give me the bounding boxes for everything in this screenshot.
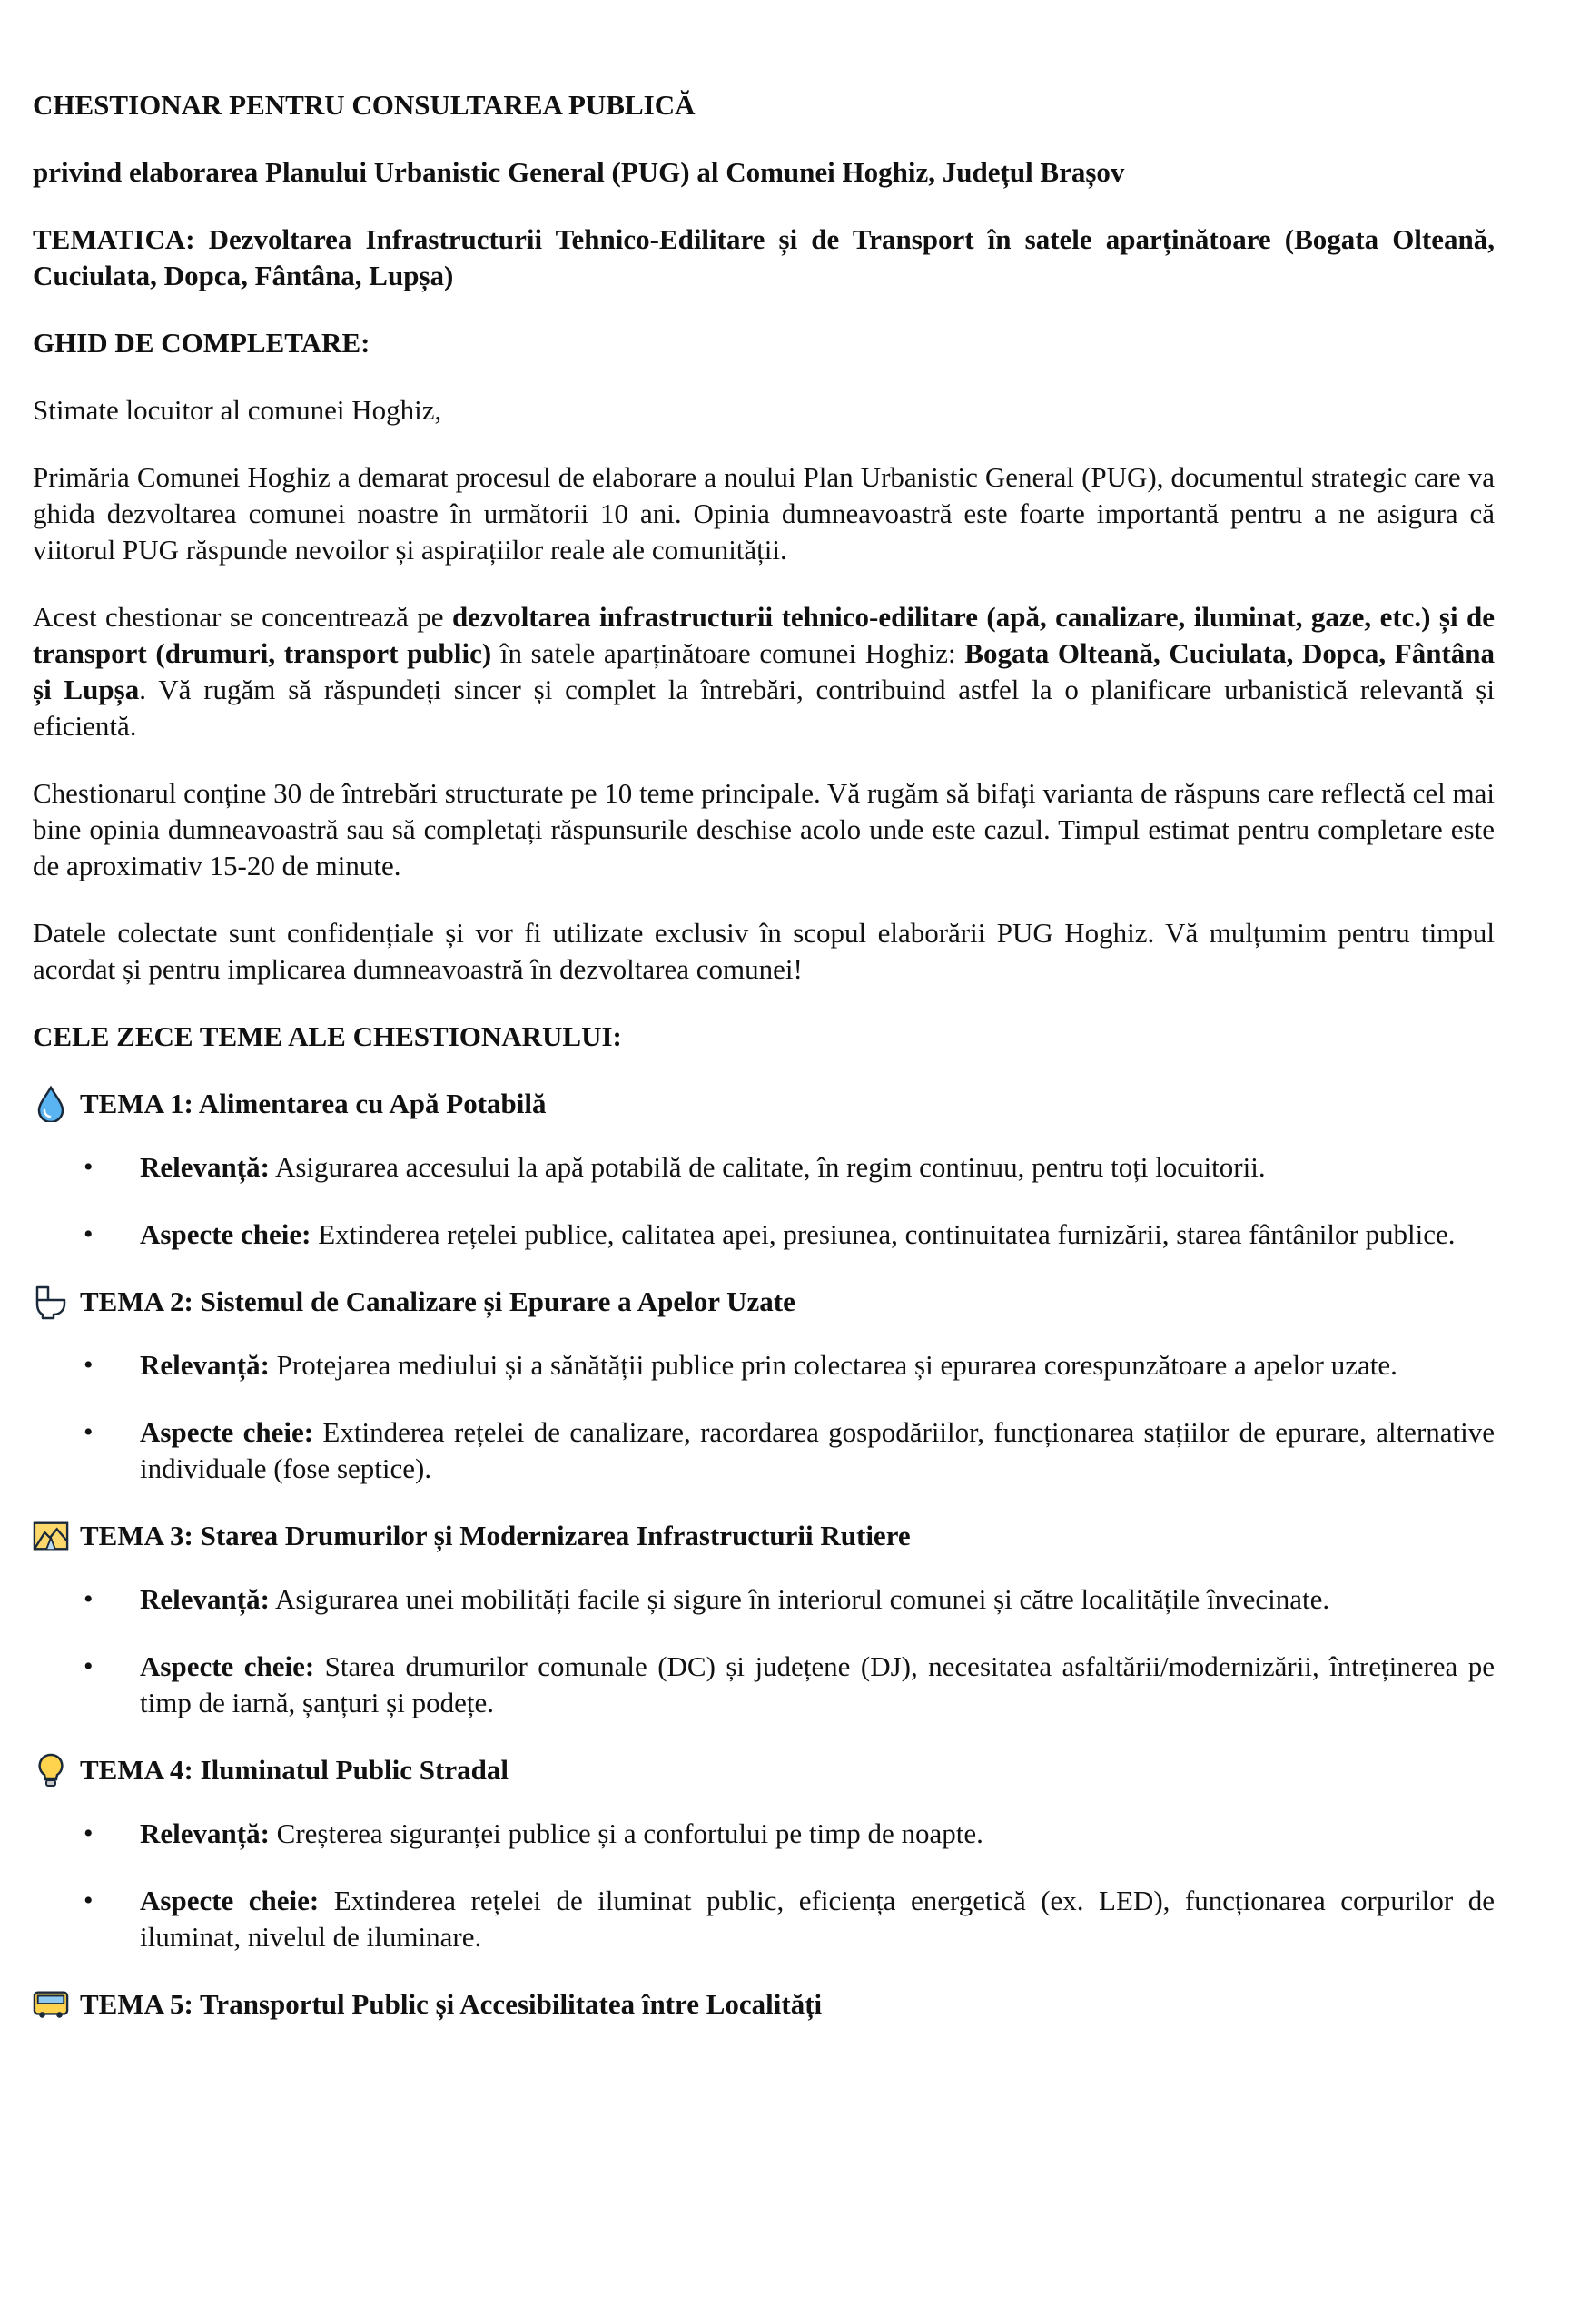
light-bulb-icon bbox=[33, 1752, 69, 1788]
list-item bbox=[33, 1149, 1495, 1186]
theme-3-heading bbox=[33, 1518, 1495, 1554]
relevance-text: Creșterea siguranței publice și a confortului pe timp de noapte. bbox=[269, 1817, 983, 1849]
document-title: CHESTIONAR PENTRU CONSULTAREA PUBLICĂ bbox=[33, 89, 696, 121]
aspects-text: Extinderea rețelei de iluminat public, eficiența energetică (ex. LED), funcționarea corpurilor de iluminat, nivelul de iluminare. bbox=[140, 1885, 1495, 1953]
theme-3-points bbox=[33, 1581, 1495, 1721]
relevance-label: Relevanță: bbox=[140, 1817, 270, 1849]
list-item bbox=[33, 1816, 1495, 1852]
aspects-text: Extinderea rețelei de canalizare, racordarea gospodăriilor, funcționarea stațiilor de epurare, alternative individuale (fose septice). bbox=[140, 1416, 1496, 1484]
theme-2-heading bbox=[33, 1284, 1495, 1320]
theme-1-heading bbox=[33, 1086, 1495, 1122]
greeting: Stimate locuitor al comunei Hoghiz, bbox=[33, 394, 442, 426]
p2-bold-2: Bogata Olteană, Cuciulata, Dopca, Fântâna și Lupșa bbox=[33, 637, 1496, 705]
aspects-label: Aspecte cheie: bbox=[140, 1650, 315, 1682]
theme-1-points bbox=[33, 1149, 1495, 1253]
theme-4-title: TEMA 4: Iluminatul Public Stradal bbox=[80, 1754, 509, 1786]
relevance-label: Relevanță: bbox=[140, 1583, 270, 1615]
aspects-text: Starea drumurilor comunale (DC) și județene (DJ), necesitatea asfaltării/modernizării, întreținerea pe timp de iarnă, șanțuri și podețe. bbox=[140, 1650, 1495, 1718]
water-drop-icon bbox=[33, 1086, 69, 1122]
p2-start: Acest chestionar se concentrează pe bbox=[33, 601, 452, 633]
list-item bbox=[33, 1216, 1495, 1253]
relevance-label: Relevanță: bbox=[140, 1349, 270, 1381]
guide-heading: GHID DE COMPLETARE: bbox=[33, 327, 370, 359]
guide-paragraph-2 bbox=[33, 599, 1495, 744]
document-subtitle: privind elaborarea Planului Urbanistic General (PUG) al Comunei Hoghiz, Județul Brașov bbox=[33, 156, 1125, 188]
list-item bbox=[33, 1414, 1495, 1487]
theme-2-title: TEMA 2: Sistemul de Canalizare și Epurare a Apelor Uzate bbox=[80, 1285, 795, 1317]
theme-1-title: TEMA 1: Alimentarea cu Apă Potabilă bbox=[80, 1088, 547, 1119]
relevance-label: Relevanță: bbox=[140, 1151, 270, 1183]
guide-paragraph-4: Datele colectate sunt confidențiale și vor fi utilizate exclusiv în scopul elaborării PUG Hoghiz. Vă mulțumim pentru timpul acordat și pentru implicarea dumneavoastră în dezvoltarea comunei! bbox=[33, 917, 1495, 985]
bus-icon bbox=[33, 1986, 69, 2023]
list-item bbox=[33, 1649, 1495, 1721]
p2-mid: în satele aparținătoare comunei Hoghiz: bbox=[491, 637, 965, 669]
list-item bbox=[33, 1883, 1495, 1955]
theme-3-title: TEMA 3: Starea Drumurilor și Modernizarea Infrastructurii Rutiere bbox=[80, 1520, 911, 1551]
tematica: TEMATICA: Dezvoltarea Infrastructurii Tehnico-Edilitare și de Transport în satele aparținătoare (Bogata Olteană, Cuciulata, Dopca, Fântâna, Lupșa) bbox=[33, 223, 1495, 291]
guide-paragraph-1: Primăria Comunei Hoghiz a demarat procesul de elaborare a noului Plan Urbanistic General (PUG), documentul strategic care va ghida dezvoltarea comunei noastre în următorii 10 ani. Opinia dumneavoastră este foarte importantă pentru a ne asigura că viitorul PUG răspunde nevoilor și aspirațiilor reale ale comunității. bbox=[33, 461, 1495, 566]
theme-4-heading bbox=[33, 1752, 1495, 1788]
relevance-text: Asigurarea accesului la apă potabilă de calitate, în regim continuu, pentru toți locuitorii. bbox=[269, 1151, 1266, 1183]
aspects-label: Aspecte cheie: bbox=[140, 1218, 311, 1250]
list-item bbox=[33, 1347, 1495, 1384]
themes-heading: CELE ZECE TEME ALE CHESTIONARULUI: bbox=[33, 1020, 622, 1052]
theme-5-title: TEMA 5: Transportul Public și Accesibilitatea între Localități bbox=[80, 1988, 823, 2020]
relevance-text: Protejarea mediului și a sănătății publice prin colectarea și epurarea corespunzătoare a apelor uzate. bbox=[269, 1349, 1397, 1381]
document-content bbox=[33, 87, 1495, 2050]
guide-paragraph-3: Chestionarul conține 30 de întrebări structurate pe 10 teme principale. Vă rugăm să bifați varianta de răspuns care reflectă cel mai bine opinia dumneavoastră sau să completați răspunsurile deschise acolo unde este cazul. Timpul estimat pentru completare este de aproximativ 15-20 de minute. bbox=[33, 777, 1495, 881]
aspects-label: Aspecte cheie: bbox=[140, 1416, 314, 1448]
road-icon bbox=[33, 1518, 69, 1554]
relevance-text: Asigurarea unei mobilități facile și sigure în interiorul comunei și către localitățile învecinate. bbox=[269, 1583, 1330, 1615]
toilet-icon bbox=[33, 1284, 69, 1320]
aspects-text: Extinderea rețelei publice, calitatea apei, presiunea, continuitatea furnizării, starea fântânilor publice. bbox=[311, 1218, 1456, 1250]
theme-4-points bbox=[33, 1816, 1495, 1955]
aspects-label: Aspecte cheie: bbox=[140, 1885, 320, 1916]
p2-end: . Vă rugăm să răspundeți sincer și complet la întrebări, contribuind astfel la o planificare urbanistică relevantă și eficientă. bbox=[33, 674, 1495, 742]
theme-5-heading bbox=[33, 1986, 1495, 2023]
list-item bbox=[33, 1581, 1495, 1618]
p2-bold-1: dezvoltarea infrastructurii tehnico-edilitare (apă, canalizare, iluminat, gaze, etc.) și de transport (drumuri, transport public) bbox=[33, 601, 1496, 669]
theme-2-points bbox=[33, 1347, 1495, 1487]
